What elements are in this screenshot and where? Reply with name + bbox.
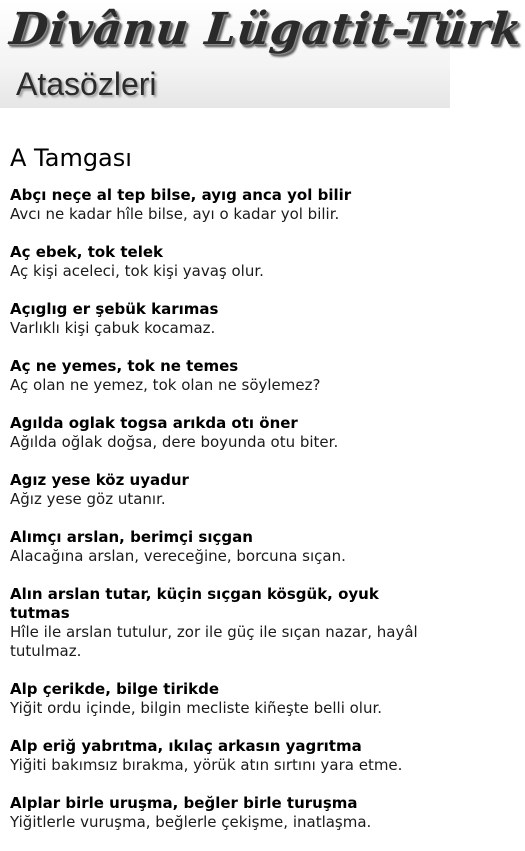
proverb-original: Alp eriğ yabrıtma, ıkılaç arkasın yagrıtma — [10, 737, 362, 755]
section-title: A Tamgası — [10, 144, 132, 172]
proverb-item[interactable] — [10, 737, 442, 775]
proverb-item[interactable] — [10, 414, 442, 452]
proverb-meaning: Aç kişi aceleci, tok kişi yavaş olur. — [10, 262, 264, 280]
proverb-original: Aç ne yemes, tok ne temes — [10, 357, 239, 375]
app-title: Divânu Lügatit-Türk — [7, 4, 525, 55]
proverb-meaning: Alacağına arslan, vereceğine, borcuna sıçan. — [10, 547, 346, 565]
proverb-original: Alplar birle uruşma, beğler birle turuşma — [10, 794, 358, 812]
proverb-original: Alın arslan tutar, küçin sıçgan kösgük, oyuk tutmas — [10, 585, 379, 622]
app-subtitle: Atasözleri — [16, 66, 157, 102]
proverb-original: Agız yese köz uyadur — [10, 471, 189, 489]
proverb-item[interactable] — [10, 680, 442, 718]
proverb-item[interactable] — [10, 528, 442, 566]
proverb-item[interactable] — [10, 585, 442, 661]
proverb-original: Agılda oglak togsa arıkda otı öner — [10, 414, 298, 432]
proverb-original: Açıglıg er şebük karımas — [10, 300, 219, 318]
proverb-original: Alp çerikde, bilge tirikde — [10, 680, 220, 698]
proverb-item[interactable] — [10, 794, 442, 832]
proverb-meaning: Hîle ile arslan tutulur, zor ile güç ile sıçan nazar, hayâl tutulmaz. — [10, 623, 418, 660]
proverb-original: Aç ebek, tok telek — [10, 243, 164, 261]
proverb-item[interactable] — [10, 243, 442, 281]
proverb-original: Alımçı arslan, berimçi sıçgan — [10, 528, 253, 546]
proverb-meaning: Yiğit ordu içinde, bilgin mecliste kiñeşte belli olur. — [10, 699, 383, 717]
proverb-meaning: Varlıklı kişi çabuk kocamaz. — [10, 319, 216, 337]
proverb-item[interactable] — [10, 471, 442, 509]
proverb-list — [10, 186, 442, 851]
proverb-meaning: Ağız yese göz utanır. — [10, 490, 166, 508]
proverb-item[interactable] — [10, 357, 442, 395]
proverb-original: Abçı neçe al tep bilse, ayıg anca yol bilir — [10, 186, 352, 204]
proverb-meaning: Aç olan ne yemez, tok olan ne söylemez? — [10, 376, 321, 394]
proverb-item[interactable] — [10, 186, 442, 224]
app-header-banner — [0, 0, 525, 108]
proverb-meaning: Yiğitlerle vuruşma, beğlerle çekişme, inatlaşma. — [10, 813, 372, 831]
proverb-meaning: Ağılda oğlak doğsa, dere boyunda otu biter. — [10, 433, 339, 451]
proverb-meaning: Avcı ne kadar hîle bilse, ayı o kadar yol bilir. — [10, 205, 340, 223]
proverb-item[interactable] — [10, 300, 442, 338]
proverb-meaning: Yiğiti bakımsız bırakma, yörük atın sırtını yara etme. — [10, 756, 403, 774]
